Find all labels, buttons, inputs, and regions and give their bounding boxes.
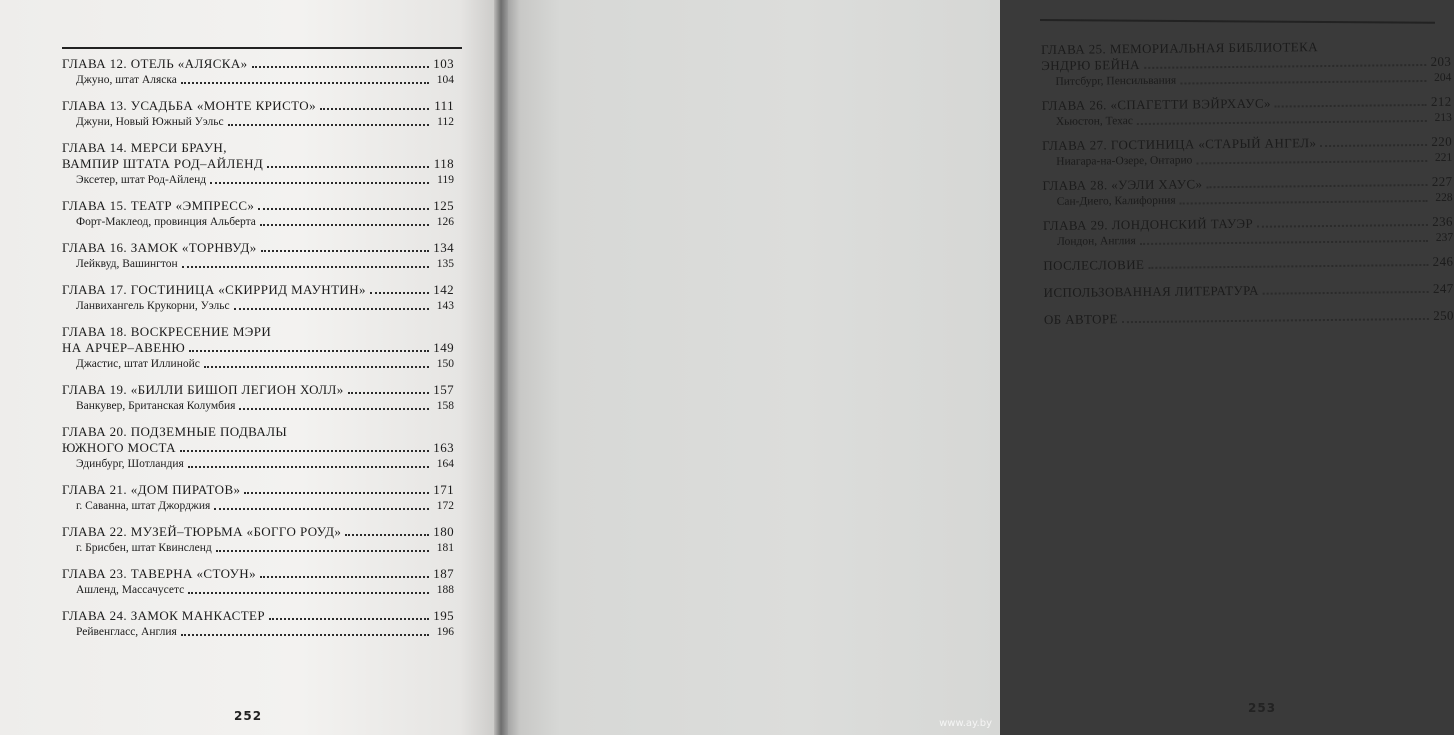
chapter-title: ГЛАВА 28. «УЭЛИ ХАУС»	[1042, 176, 1203, 193]
chapter-title: ГЛАВА 20. ПОДЗЕМНЫЕ ПОДВАЛЫ	[62, 424, 288, 439]
toc-location-line	[1043, 230, 1453, 250]
chapter-title: ГЛАВА 22. МУЗЕЙ–ТЮРЬМА «БОГГО РОУД»	[62, 524, 342, 539]
dot-leader	[269, 618, 429, 620]
chapter-location: Лейквуд, Вашингтон	[76, 258, 178, 270]
toc-entry	[1044, 308, 1454, 328]
dot-leader	[1206, 184, 1427, 188]
location-page-number: 158	[436, 400, 454, 412]
chapter-title: ГЛАВА 21. «ДОМ ПИРАТОВ»	[62, 482, 241, 497]
chapter-location: Джастис, штат Иллинойс	[76, 358, 200, 370]
toc-title-line	[62, 240, 454, 256]
chapter-location: Форт-Маклеод, провинция Альберта	[76, 216, 256, 228]
location-page-number: 204	[1434, 71, 1452, 84]
toc-entry	[62, 524, 454, 556]
toc-entry	[1042, 174, 1452, 210]
chapter-page-number: 236	[1432, 213, 1453, 229]
toc-list-right	[1041, 38, 1454, 339]
dot-leader	[189, 350, 429, 352]
dot-leader	[320, 108, 429, 110]
chapter-location: Лондон, Англия	[1057, 235, 1136, 248]
chapter-location: г. Брисбен, штат Квинсленд	[76, 542, 212, 554]
dot-leader	[216, 550, 429, 552]
page-number-right: 253	[1248, 701, 1277, 715]
location-page-number: 196	[436, 626, 454, 638]
chapter-title: ГЛАВА 24. ЗАМОК МАНКАСТЕР	[62, 608, 266, 623]
chapter-title: ОБ АВТОРЕ	[1043, 311, 1118, 327]
header-rule	[1040, 19, 1435, 24]
dot-leader	[1122, 318, 1429, 323]
location-page-number: 221	[1434, 151, 1453, 164]
location-page-number: 172	[436, 500, 454, 512]
chapter-title: ГЛАВА 16. ЗАМОК «ТОРНВУД»	[62, 240, 257, 255]
chapter-page-number: 111	[434, 98, 454, 113]
toc-entry	[62, 140, 454, 188]
chapter-title: ВАМПИР ШТАТА РОД–АЙЛЕНД	[62, 156, 264, 171]
toc-location-line	[62, 72, 454, 88]
chapter-location: Эдинбург, Шотландия	[76, 458, 184, 470]
dot-leader	[228, 124, 429, 126]
chapter-page-number: 203	[1430, 53, 1452, 69]
header-rule	[62, 47, 462, 49]
chapter-page-number: 163	[433, 440, 454, 455]
toc-title-line	[62, 440, 454, 456]
dot-leader	[182, 266, 429, 268]
toc-title-line	[1044, 281, 1454, 301]
toc-entry	[62, 324, 454, 372]
dot-leader	[239, 408, 429, 410]
toc-location-line	[62, 498, 454, 514]
chapter-title: ГЛАВА 19. «БИЛЛИ БИШОП ЛЕГИОН ХОЛЛ»	[62, 382, 344, 397]
toc-entry	[62, 382, 454, 414]
toc-title-line	[62, 198, 454, 214]
toc-location-line	[62, 540, 454, 556]
dot-leader	[188, 466, 429, 468]
chapter-page-number: 142	[433, 282, 454, 297]
dot-leader	[181, 634, 429, 636]
chapter-page-number: 171	[433, 482, 454, 497]
dot-leader	[214, 508, 429, 510]
location-page-number: 112	[437, 116, 454, 128]
location-page-number: 228	[1435, 191, 1453, 204]
location-page-number: 237	[1435, 231, 1454, 244]
toc-location-line	[62, 456, 454, 472]
chapter-location: Ланвихангель Крукорни, Уэльс	[76, 300, 230, 312]
chapter-page-number: 227	[1431, 173, 1453, 189]
dot-leader	[1257, 224, 1428, 228]
dot-leader	[210, 182, 429, 184]
toc-entry	[62, 424, 454, 472]
dot-leader	[1196, 160, 1427, 164]
dot-leader	[1180, 80, 1426, 85]
chapter-location: Эксетер, штат Род-Айленд	[76, 174, 207, 186]
dot-leader	[1263, 291, 1429, 295]
dot-leader	[1137, 120, 1427, 125]
watermark: www.ay.by	[939, 718, 992, 729]
dot-leader	[1275, 104, 1427, 108]
toc-title-line	[1044, 308, 1454, 328]
dot-leader	[180, 450, 429, 452]
toc-location-line	[62, 256, 454, 272]
toc-title-line	[62, 482, 454, 498]
chapter-title: ГЛАВА 18. ВОСКРЕСЕНИЕ МЭРИ	[62, 324, 272, 339]
location-page-number: 150	[436, 358, 454, 370]
chapter-location: Сан-Диего, Калифорния	[1056, 194, 1176, 208]
left-page	[0, 0, 500, 735]
toc-location-line	[62, 624, 454, 640]
toc-entry	[1042, 134, 1452, 170]
chapter-title: ГЛАВА 26. «СПАГЕТТИ ВЭЙРХАУС»	[1041, 95, 1271, 113]
chapter-page-number: 187	[433, 566, 454, 581]
chapter-title: ГЛАВА 23. ТАВЕРНА «СТОУН»	[62, 566, 256, 581]
location-page-number: 126	[436, 216, 454, 228]
dot-leader	[345, 534, 429, 536]
dot-leader	[1320, 144, 1427, 147]
toc-title-line	[1043, 254, 1453, 274]
toc-title-line	[62, 324, 454, 340]
toc-entry	[1042, 94, 1452, 130]
toc-location-line	[62, 582, 454, 598]
chapter-title: НА АРЧЕР–АВЕНЮ	[62, 340, 186, 355]
right-page	[500, 0, 1454, 735]
toc-location-line	[62, 298, 454, 314]
chapter-title: ГЛАВА 13. УСАДЬБА «МОНТЕ КРИСТО»	[62, 98, 316, 113]
location-page-number: 143	[436, 300, 454, 312]
chapter-title: ИСПОЛЬЗОВАННАЯ ЛИТЕРАТУРА	[1043, 282, 1259, 300]
toc-title-line	[62, 424, 454, 440]
dot-leader	[348, 392, 429, 394]
chapter-title: ГЛАВА 25. МЕМОРИАЛЬНАЯ БИБЛИОТЕКА	[1041, 39, 1319, 57]
chapter-location: Джуни, Новый Южный Уэльс	[76, 116, 224, 128]
toc-title-line	[62, 282, 454, 298]
chapter-page-number: 195	[433, 608, 454, 623]
dot-leader	[1148, 264, 1428, 269]
chapter-page-number: 247	[1432, 280, 1454, 296]
location-page-number: 213	[1434, 111, 1452, 124]
dot-leader	[267, 166, 429, 168]
chapter-title: ГЛАВА 17. ГОСТИНИЦА «СКИРРИД МАУНТИН»	[62, 282, 366, 297]
dot-leader	[244, 492, 429, 494]
toc-location-line	[1042, 150, 1452, 170]
chapter-title: ЮЖНОГО МОСТА	[62, 440, 176, 455]
chapter-location: Хьюстон, Техас	[1055, 115, 1134, 128]
dot-leader	[261, 250, 429, 252]
location-page-number: 181	[436, 542, 454, 554]
toc-title-line	[62, 382, 454, 398]
toc-title-line	[62, 566, 454, 582]
toc-entry	[1043, 254, 1453, 274]
toc-location-line	[62, 398, 454, 414]
chapter-page-number: 134	[433, 240, 454, 255]
chapter-title: ГЛАВА 29. ЛОНДОНСКИЙ ТАУЭР	[1042, 215, 1254, 233]
chapter-location: Рейвенгласс, Англия	[76, 626, 177, 638]
dot-leader	[258, 208, 429, 210]
toc-location-line	[62, 172, 454, 188]
location-page-number: 104	[436, 74, 454, 86]
chapter-page-number: 103	[433, 56, 454, 71]
toc-location-line	[62, 356, 454, 372]
toc-title-line	[62, 140, 454, 156]
chapter-page-number: 157	[433, 382, 454, 397]
toc-entry	[1043, 214, 1453, 250]
chapter-title: ГЛАВА 27. ГОСТИНИЦА «СТАРЫЙ АНГЕЛ»	[1042, 135, 1317, 153]
toc-title-line	[62, 56, 454, 72]
toc-location-line	[62, 114, 454, 130]
toc-location-line	[62, 214, 454, 230]
dot-leader	[260, 224, 429, 226]
location-page-number: 164	[436, 458, 454, 470]
chapter-page-number: 246	[1432, 253, 1454, 269]
location-page-number: 135	[436, 258, 454, 270]
toc-entry	[62, 282, 454, 314]
toc-entry	[62, 56, 454, 88]
toc-location-line	[1043, 190, 1453, 210]
page-number-left: 252	[234, 709, 263, 723]
chapter-title: ПОСЛЕСЛОВИЕ	[1043, 256, 1145, 273]
toc-location-line	[1041, 70, 1451, 90]
chapter-title: ГЛАВА 15. ТЕАТР «ЭМПРЕСС»	[62, 198, 255, 213]
toc-entry	[62, 608, 454, 640]
toc-entry	[1044, 281, 1454, 301]
toc-title-line	[62, 340, 454, 356]
chapter-title: ГЛАВА 12. ОТЕЛЬ «АЛЯСКА»	[62, 56, 248, 71]
dot-leader	[234, 308, 429, 310]
toc-entry	[62, 566, 454, 598]
dot-leader	[204, 366, 429, 368]
toc-title-line	[62, 608, 454, 624]
chapter-page-number: 250	[1433, 307, 1454, 323]
dot-leader	[188, 592, 429, 594]
chapter-location: г. Саванна, штат Джорджия	[76, 500, 211, 512]
dot-leader	[260, 576, 429, 578]
toc-entry	[1041, 38, 1451, 90]
dot-leader	[1144, 64, 1426, 69]
toc-entry	[62, 98, 454, 130]
chapter-page-number: 118	[433, 156, 454, 171]
chapter-location: Джуно, штат Аляска	[76, 74, 177, 86]
toc-entry	[62, 240, 454, 272]
chapter-page-number: 125	[433, 198, 454, 213]
toc-entry	[62, 482, 454, 514]
toc-title-line	[62, 156, 454, 172]
chapter-location: Питсбург, Пенсильвания	[1055, 74, 1177, 88]
toc-entry	[62, 198, 454, 230]
chapter-title: ГЛАВА 14. МЕРСИ БРАУН,	[62, 140, 227, 155]
dot-leader	[1180, 200, 1428, 205]
chapter-title: ЭНДРЮ БЕЙНА	[1041, 56, 1140, 73]
dot-leader	[181, 82, 429, 84]
book-gutter	[494, 0, 508, 735]
chapter-page-number: 180	[433, 524, 454, 539]
chapter-location: Ниагара-на-Озере, Онтарио	[1056, 154, 1193, 168]
chapter-page-number: 149	[433, 340, 454, 355]
dot-leader	[1140, 240, 1428, 245]
location-page-number: 119	[437, 174, 454, 186]
toc-title-line	[62, 98, 454, 114]
toc-list-left	[62, 56, 454, 650]
chapter-page-number: 212	[1430, 93, 1452, 109]
chapter-location: Ванкувер, Британская Колумбия	[76, 400, 236, 412]
location-page-number: 188	[436, 584, 454, 596]
dot-leader	[252, 66, 429, 68]
dot-leader	[370, 292, 429, 294]
toc-location-line	[1042, 110, 1452, 130]
chapter-location: Ашленд, Массачусетс	[76, 584, 185, 596]
toc-title-line	[62, 524, 454, 540]
chapter-page-number: 220	[1431, 133, 1453, 149]
